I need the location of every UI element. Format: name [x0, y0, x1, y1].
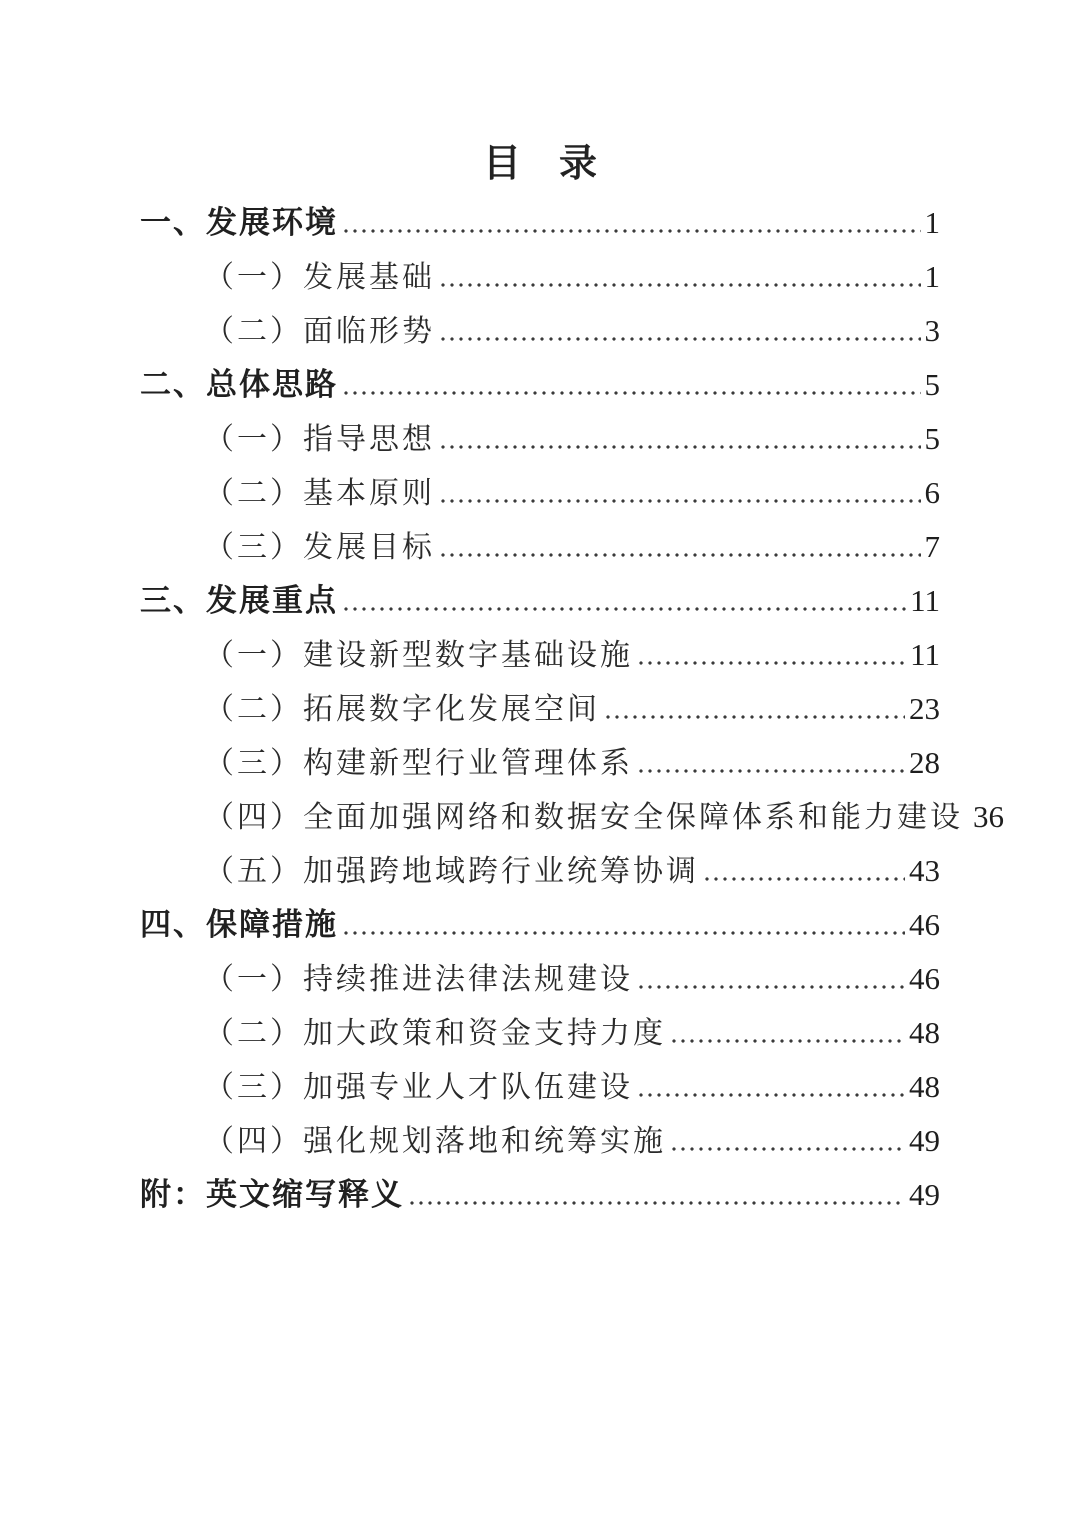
dot-leader [344, 229, 921, 233]
toc-entry-label: （二）加大政策和资金支持力度 [204, 1017, 666, 1050]
dot-leader [639, 661, 906, 665]
dot-leader [441, 553, 921, 557]
toc-entry-page: 3 [924, 313, 940, 348]
toc-entry [140, 1006, 940, 1060]
toc-entry-label: （五）加强跨地域跨行业统筹协调 [204, 855, 699, 888]
toc-entry-page: 11 [910, 637, 940, 672]
toc-entry-label: （一）持续推进法律法规建设 [204, 963, 633, 996]
toc-entry-page: 7 [924, 529, 940, 564]
toc-entry-label: 四、保障措施 [140, 907, 338, 942]
dot-leader [672, 1147, 905, 1151]
toc-entry [140, 952, 940, 1006]
toc-entry-page: 43 [909, 853, 940, 888]
toc-entry-label: （一）发展基础 [204, 261, 435, 294]
dot-leader [639, 985, 905, 989]
toc-title: 目 录 [482, 143, 597, 185]
toc-entry-page: 5 [924, 367, 940, 402]
dot-leader [410, 1201, 905, 1205]
toc-entry-page: 49 [909, 1123, 940, 1158]
toc-entry [140, 1060, 940, 1114]
toc-entry-page: 48 [909, 1069, 940, 1104]
dot-leader [705, 877, 905, 881]
toc-entry-page: 49 [909, 1177, 940, 1212]
toc-entry [140, 358, 940, 412]
toc-entry-label: （一）建设新型数字基础设施 [204, 639, 633, 672]
dot-leader [344, 607, 906, 611]
dot-leader [344, 391, 921, 395]
toc-entry [140, 628, 940, 682]
toc-entry-label: （一）指导思想 [204, 423, 435, 456]
toc-entry [140, 466, 940, 520]
dot-leader [441, 445, 921, 449]
toc-entry-page: 5 [924, 421, 940, 456]
toc-list [140, 196, 1004, 1222]
toc-entry-label: 附：英文缩写释义 [140, 1177, 404, 1212]
toc-entry [140, 844, 940, 898]
dot-leader [441, 337, 921, 341]
toc-entry-label: （四）全面加强网络和数据安全保障体系和能力建设 [204, 801, 963, 834]
toc-entry-page: 11 [910, 583, 940, 618]
toc-entry [140, 520, 940, 574]
dot-leader [606, 715, 905, 719]
toc-entry-label: （二）拓展数字化发展空间 [204, 693, 600, 726]
toc-entry-label: 一、发展环境 [140, 205, 338, 240]
toc-entry [140, 304, 940, 358]
dot-leader [344, 931, 905, 935]
toc-entry-page: 46 [909, 907, 940, 942]
toc-entry-label: （三）加强专业人才队伍建设 [204, 1071, 633, 1104]
toc-entry [140, 682, 940, 736]
toc-entry-page: 6 [924, 475, 940, 510]
dot-leader [639, 769, 905, 773]
toc-entry-label: 三、发展重点 [140, 583, 338, 618]
toc-entry-page: 1 [924, 205, 940, 240]
toc-entry-label: （三）发展目标 [204, 531, 435, 564]
toc-entry-label: （四）强化规划落地和统筹实施 [204, 1125, 666, 1158]
dot-leader [672, 1039, 905, 1043]
toc-entry [140, 412, 940, 466]
dot-leader [639, 1093, 905, 1097]
toc-entry-page: 36 [973, 799, 1004, 834]
toc-entry [140, 1114, 940, 1168]
toc-entry-page: 48 [909, 1015, 940, 1050]
toc-content [140, 138, 1004, 1222]
toc-entry-label: 二、总体思路 [140, 367, 338, 402]
toc-entry-label: （二）面临形势 [204, 315, 435, 348]
toc-entry [140, 574, 940, 628]
toc-entry [140, 898, 940, 952]
toc-entry-page: 46 [909, 961, 940, 996]
toc-entry-page: 1 [924, 259, 940, 294]
toc-entry [140, 790, 1004, 844]
toc-entry-label: （二）基本原则 [204, 477, 435, 510]
dot-leader [441, 499, 921, 503]
toc-entry [140, 736, 940, 790]
toc-entry [140, 250, 940, 304]
toc-entry [140, 196, 940, 250]
toc-entry-page: 23 [909, 691, 940, 726]
toc-entry [140, 1168, 940, 1222]
dot-leader [441, 283, 921, 287]
toc-entry-page: 28 [909, 745, 940, 780]
toc-entry-label: （三）构建新型行业管理体系 [204, 747, 633, 780]
